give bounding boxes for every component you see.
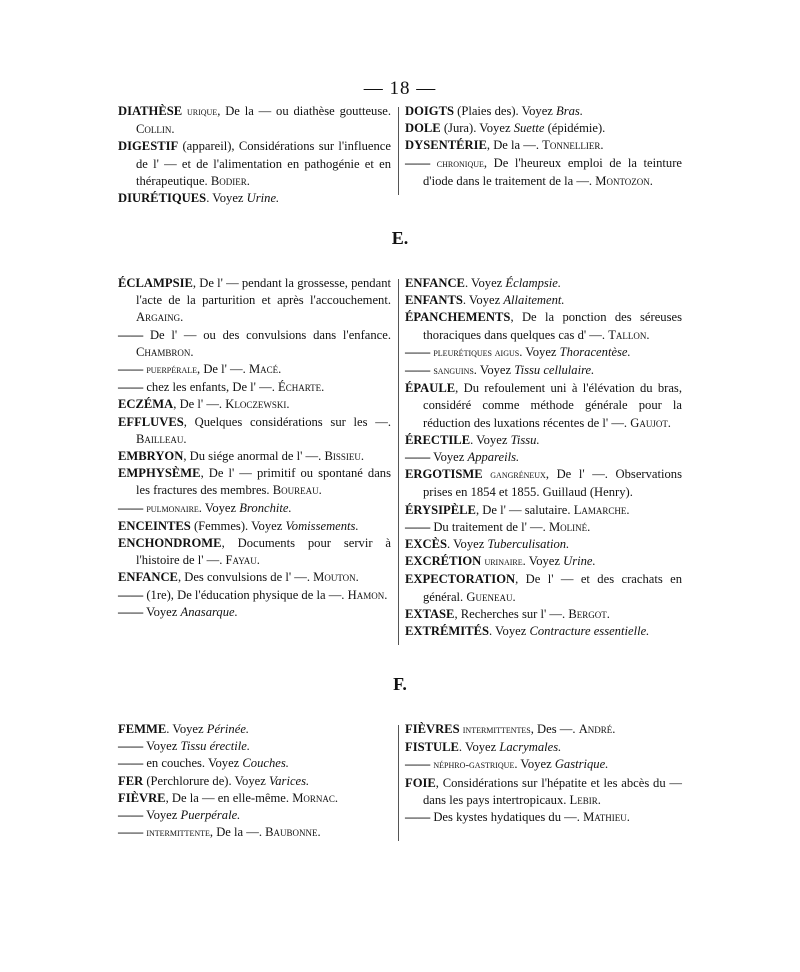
index-entry — [118, 327, 391, 361]
section-f — [118, 721, 682, 841]
index-entry — [405, 739, 682, 756]
index-entry — [405, 519, 682, 536]
entry-cross-reference: Vomissements. — [285, 518, 359, 533]
index-entry — [118, 569, 391, 586]
left-column — [118, 103, 391, 207]
entry-text: (appareil), Considérations sur l'influence de l' — et de l'alimentation en pathogénie et en thérapeutique. — [136, 139, 391, 188]
entry-headword: DYSENTÉRIE — [405, 138, 487, 153]
entry-text: chez les enfants, De l' —. — [143, 380, 275, 395]
entry-headword: —— — [405, 810, 431, 825]
entry-author: Hamon. — [347, 587, 388, 602]
entry-cross-reference: Bronchite. — [239, 500, 292, 515]
entry-author: Mathieu. — [583, 810, 630, 825]
entry-headword: DIGESTIF — [118, 139, 179, 154]
index-entry — [118, 773, 391, 790]
entry-text: Du traitement de l' —. — [430, 519, 546, 534]
entry-text: . Voyez — [522, 554, 564, 569]
entry-headword: ÉRECTILE — [405, 432, 471, 447]
entry-headword: DIURÉTIQUES — [118, 191, 207, 206]
entry-text: . Voyez — [198, 500, 240, 515]
entry-headword: —— — [118, 362, 144, 377]
entry-qualifier: gangréneux — [490, 469, 546, 482]
entry-headword: —— — [118, 756, 144, 771]
index-entry — [405, 756, 682, 774]
entry-qualifier: urique — [187, 106, 218, 118]
entry-text: . Voyez — [458, 740, 500, 755]
entry-author: Bissieu. — [324, 449, 365, 464]
index-entry — [405, 120, 682, 137]
entry-headword: DIATHÈSE — [118, 104, 183, 118]
index-entry — [118, 138, 391, 190]
entry-text: . Voyez — [464, 276, 506, 290]
entry-headword: DOIGTS — [405, 104, 454, 118]
entry-cross-reference: Allaitement. — [503, 293, 565, 308]
entry-text: , De l' — et des crachats en général. — [423, 572, 682, 604]
entry-qualifier: puerpérale — [146, 364, 198, 377]
index-entry — [405, 362, 682, 380]
entry-cross-reference: Suette — [513, 121, 545, 136]
page-number: — 18 — — [363, 78, 437, 99]
entry-qualifier: urinaire — [484, 556, 523, 569]
index-entry — [118, 448, 391, 465]
index-entry — [118, 361, 391, 379]
index-entry — [118, 379, 391, 396]
index-entry — [118, 103, 391, 138]
entry-author: Gaujot. — [630, 415, 671, 430]
index-entry — [405, 571, 682, 605]
entry-qualifier: pleurétiques aigus — [433, 346, 520, 359]
entry-text: . Voyez — [514, 757, 555, 772]
entry-text: (1re), De l'éducation physique de la —. — [143, 587, 345, 602]
entry-headword: FOIE — [405, 775, 436, 790]
column-divider — [398, 107, 399, 195]
entry-headword: FIÈVRE — [118, 790, 166, 805]
entry-author: Tallon. — [608, 327, 650, 342]
entry-author: Chambron. — [136, 344, 194, 359]
index-entry — [405, 344, 682, 362]
entry-cross-reference: Appareils. — [467, 450, 520, 465]
entry-cross-reference: Puerpérale. — [180, 808, 241, 823]
entry-cross-reference: Anasarque. — [180, 604, 238, 619]
section-e — [118, 275, 682, 645]
entry-headword: EXPECTORATION — [405, 572, 516, 587]
entry-author: Macé. — [248, 362, 282, 377]
entry-headword: ÉPAULE — [405, 381, 456, 396]
entry-text: , De l' —. — [197, 362, 246, 377]
index-entry — [405, 155, 682, 190]
index-entry — [405, 502, 682, 519]
entry-text: . Voyez — [166, 722, 207, 736]
entry-text: , De la —. — [209, 825, 262, 840]
entry-text: (Femmes). Voyez — [190, 518, 286, 533]
entry-text: . Voyez — [473, 363, 515, 378]
entry-headword: ENCEINTES — [118, 518, 191, 533]
entry-headword: FER — [118, 773, 144, 788]
entry-headword: —— — [405, 363, 431, 378]
entry-text: (Plaies des). Voyez — [454, 104, 557, 118]
index-entry — [405, 309, 682, 343]
index-entry — [118, 790, 391, 807]
entry-headword: —— — [118, 739, 144, 754]
index-entry — [118, 721, 391, 738]
index-entry — [405, 449, 682, 466]
index-entry — [405, 137, 682, 154]
entry-headword: ERGOTISME — [405, 467, 483, 482]
entry-author: Montozon. — [595, 173, 653, 188]
entry-headword: ÉCLAMPSIE — [118, 276, 193, 290]
entry-headword: —— — [405, 344, 431, 359]
entry-headword: EXTASE — [405, 606, 455, 621]
entry-author: Kloczewski. — [225, 397, 290, 412]
right-column — [405, 275, 682, 640]
entry-cross-reference: Thoracentèse. — [559, 344, 631, 359]
index-entry — [118, 738, 391, 755]
entry-headword: ENFANCE — [118, 570, 178, 585]
entry-headword: EMPHYSÈME — [118, 466, 201, 481]
entry-text: , Recherches sur l' —. — [454, 606, 566, 621]
entry-text: , De l' — salutaire. — [475, 502, 571, 517]
entry-author: Gueneau. — [466, 589, 516, 604]
entry-cross-reference: Urine. — [246, 191, 280, 206]
entry-text: . Voyez — [488, 624, 530, 639]
entry-text: , Des convulsions de l' —. — [177, 570, 310, 585]
entry-headword: FEMME — [118, 722, 167, 736]
entry-cross-reference: Lacrymales. — [499, 740, 562, 755]
entry-headword: —— — [405, 519, 431, 534]
entry-headword: EMBRYON — [118, 449, 184, 464]
entry-text: , De la — en elle-même. — [165, 790, 290, 805]
index-entry — [118, 755, 391, 772]
index-entry — [405, 536, 682, 553]
entry-headword: FIÈVRES — [405, 722, 460, 736]
entry-author: Écharte. — [278, 380, 325, 395]
entry-headword: EXCRÉTION — [405, 554, 482, 569]
entry-author: Lebir. — [569, 792, 601, 807]
index-entry — [405, 721, 682, 739]
entry-headword: DOLE — [405, 121, 441, 136]
index-entry — [118, 465, 391, 499]
index-entry — [118, 604, 391, 621]
entry-headword: ÉRYSIPÈLE — [405, 502, 476, 517]
entry-qualifier: néphro-gastrique — [433, 759, 515, 772]
entry-headword: —— — [405, 155, 431, 170]
entry-text: , De la ponction des séreuses thoraciques dans quelques cas d' —. — [423, 310, 682, 342]
entry-text: (Perchlorure de). Voyez — [143, 773, 269, 788]
entry-qualifier: chronique — [436, 157, 484, 170]
index-entry — [118, 535, 391, 569]
entry-text: . Voyez — [462, 293, 504, 308]
index-entry — [118, 414, 391, 448]
entry-text: , De l' —. Observations prises en 1854 et 1855. Guillaud (Henry). — [423, 467, 682, 500]
entry-cross-reference: Couches. — [242, 756, 289, 771]
entry-cross-reference: Urine. — [563, 554, 596, 569]
entry-text: De l' — ou des convulsions dans l'enfance. — [143, 327, 391, 342]
entry-headword: ENFANCE — [405, 276, 465, 290]
entry-cross-reference: Tuberculisation. — [487, 537, 570, 552]
entry-text: Voyez — [430, 450, 468, 465]
entry-text: Des kystes hydatiques du —. — [430, 810, 580, 825]
entry-text: Voyez — [143, 604, 181, 619]
entry-cross-reference: Bras. — [556, 104, 583, 118]
entry-headword: —— — [118, 604, 144, 619]
entry-cross-reference: Tissu. — [510, 432, 540, 447]
entry-text: . Voyez — [447, 537, 488, 552]
entry-author: Mornac. — [292, 790, 339, 805]
entry-text: , Quelques considérations sur les —. — [183, 414, 391, 429]
right-column — [405, 721, 682, 826]
section-letter-e: E. — [391, 228, 409, 248]
entry-headword: —— — [118, 380, 144, 395]
right-column — [405, 103, 682, 190]
entry-headword: —— — [118, 825, 144, 840]
entry-author: Baubonne. — [265, 825, 321, 840]
entry-text: , Du siége anormal de l' —. — [183, 449, 322, 464]
index-entry — [405, 553, 682, 571]
column-divider — [398, 725, 399, 841]
entry-author: André. — [578, 722, 616, 736]
entry-author: Bodier. — [210, 173, 250, 188]
entry-author: Tonnellier. — [542, 138, 604, 153]
index-entry — [118, 518, 391, 535]
entry-headword: ECZÉMA — [118, 397, 174, 412]
entry-text: , De l'heureux emploi de la teinture d'iode dans le traitement de la —. — [423, 155, 682, 188]
entry-headword: —— — [405, 450, 431, 465]
index-entry — [405, 606, 682, 623]
index-entry — [118, 500, 391, 518]
entry-text: , De l' —. — [173, 397, 223, 412]
section-letter-f: F. — [393, 674, 407, 694]
entry-text: (épidémie). — [544, 121, 606, 136]
entry-qualifier: intermittente — [146, 827, 210, 840]
entry-text: . Voyez — [470, 432, 511, 447]
entry-cross-reference: Périnée. — [206, 722, 250, 736]
index-entry — [118, 824, 391, 842]
entry-text: , De la — ou diathèse goutteuse. — [217, 104, 391, 118]
entry-author: Fayau. — [225, 553, 260, 568]
column-divider — [398, 279, 399, 645]
index-entry — [405, 380, 682, 432]
entry-text: Voyez — [143, 808, 181, 823]
index-entry — [405, 432, 682, 449]
entry-headword: FISTULE — [405, 740, 459, 755]
entry-cross-reference: Éclampsie. — [505, 276, 562, 290]
entry-cross-reference: Gastrique. — [554, 757, 609, 772]
entry-author: Mouton. — [313, 570, 359, 585]
entry-headword: ÉPANCHEMENTS — [405, 310, 511, 325]
entry-text: , Considérations sur l'hépatite et les abcès du — dans les pays intertropicaux. — [423, 775, 682, 807]
entry-author: Argaing. — [136, 310, 184, 325]
entry-cross-reference: Varices. — [268, 773, 310, 788]
entry-headword: EFFLUVES — [118, 414, 184, 429]
index-entry — [405, 103, 682, 120]
section-d-continued — [118, 103, 682, 206]
entry-headword: —— — [118, 500, 144, 515]
entry-headword: —— — [118, 327, 144, 342]
index-entry — [405, 623, 682, 640]
entry-author: Boureau. — [272, 483, 322, 498]
index-entry — [118, 190, 391, 207]
entry-text: , De la —. — [486, 138, 539, 153]
index-entry — [405, 809, 682, 826]
entry-qualifier: sanguins — [433, 365, 474, 378]
entry-headword: —— — [405, 757, 431, 772]
index-entry — [118, 275, 391, 327]
entry-headword: EXTRÉMITÉS — [405, 624, 489, 639]
entry-author: Moliné. — [548, 519, 591, 534]
entry-headword: —— — [118, 808, 144, 823]
index-entry — [405, 275, 682, 292]
entry-cross-reference: Tissu cellulaire. — [514, 363, 595, 378]
index-entry — [118, 587, 391, 604]
entry-qualifier: pulmonaire — [146, 502, 199, 515]
left-column — [118, 721, 391, 842]
entry-text: en couches. Voyez — [143, 756, 243, 771]
entry-author: Bailleau. — [136, 431, 187, 446]
entry-text: . Voyez — [519, 344, 560, 359]
entry-headword: ENFANTS — [405, 293, 463, 308]
index-entry — [118, 807, 391, 824]
index-entry — [405, 292, 682, 309]
entry-qualifier: intermittentes — [462, 724, 531, 736]
index-entry — [405, 775, 682, 809]
entry-headword: —— — [118, 587, 144, 602]
entry-cross-reference: Contracture essentielle. — [529, 624, 650, 639]
entry-text: (Jura). Voyez — [440, 121, 514, 136]
entry-text: . Voyez — [206, 191, 247, 206]
entry-author: Collin. — [136, 122, 175, 137]
index-entry — [405, 466, 682, 501]
entry-headword: ENCHONDROME — [118, 536, 222, 551]
entry-text: , Des —. — [530, 722, 576, 736]
index-entry — [118, 396, 391, 413]
entry-author: Lamarche. — [573, 502, 630, 517]
left-column — [118, 275, 391, 621]
entry-cross-reference: Tissu érectile. — [180, 739, 251, 754]
entry-text: , De l' — pendant la grossesse, pendant l'acte de la parturition et après l'accouchement. — [136, 276, 391, 308]
entry-text: , De l' — primitif ou spontané dans les fractures des membres. — [136, 466, 391, 498]
entry-text: , Du refoulement uni à l'élévation du bras, considéré comme méthode générale pour la réduction des luxations récentes de l' —. — [423, 381, 682, 430]
entry-headword: EXCÈS — [405, 537, 447, 552]
entry-text: Voyez — [143, 739, 181, 754]
entry-author: Bergot. — [568, 606, 610, 621]
entry-text: , Documents pour servir à l'histoire de l' —. — [136, 536, 391, 568]
